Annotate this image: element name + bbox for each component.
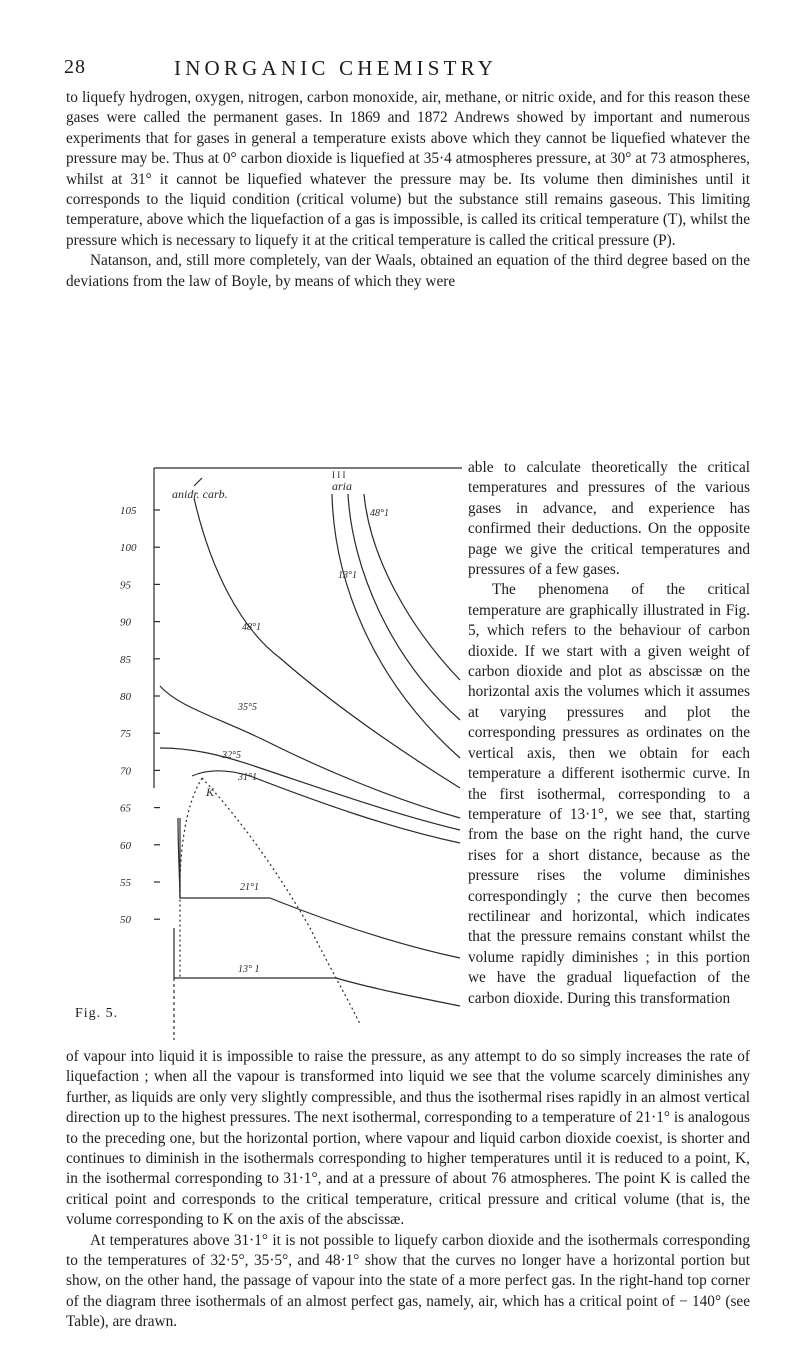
page-number: 28 — [64, 56, 86, 78]
y-tick-label: 70 — [120, 765, 131, 778]
saturation-envelope — [180, 778, 360, 1024]
isotherm-13-1 — [174, 928, 460, 1006]
label-critical-point: K — [206, 785, 215, 799]
running-head: INORGANIC CHEMISTRY — [174, 56, 498, 80]
figure-caption: Fig. 5. — [75, 1006, 119, 1021]
text-bottom — [66, 1047, 750, 1333]
isotherm-32-5 — [160, 748, 460, 830]
isotherm-air-3 — [364, 494, 460, 680]
paragraph: Natanson, and, still more completely, van der Waals, obtained an equation of the third degree based on the deviations from the law of Boyle, by means of which they were — [66, 252, 750, 290]
paragraph: At temperatures above 31·1° it is not possible to liquefy carbon dioxide and the isothermals corresponding to the temperatures of 32·5°, 35·5°, and 48·1° show that the curves no longer have a horizontal portion but show, on the other hand, the passage of vapour into the state of a more perfect gas. In the right-hand top corner of the diagram three isothermals of an almost perfect gas, namely, air, which has a critical point of − 140° (see Table), are drawn. — [66, 1231, 750, 1331]
paragraph: The phenomena of the critical temperature are graphically illustrated in Fig. 5, which refers to the behaviour of carbon dioxide. If we start with a given weight of carbon dioxide and plot as abscissæ on the horizontal axis the volumes which it assumes at varying pressures and plot the corresponding pressures as ordinates on the vertical axis, then we obtain for each temperature a different isothermic curve. In the first isothermal, corresponding to a temperature of 13·1°, we see that, starting from the base on the right hand, the curve rises for a short distance, because as the pressure rises the volume diminishes correspondingly ; the curve then becomes rectilinear and horizontal, which indicates that the pressure remains constant whilst the volume rapidly diminishes ; in this portion we have the gradual liquefaction of the carbon dioxide. During this transformation — [468, 581, 750, 1007]
label-aria-marks: I I I — [332, 470, 346, 480]
isotherm-diagram — [120, 458, 464, 1040]
isotherm-air-1 — [332, 494, 460, 758]
label-31-1: 31°1 — [238, 772, 257, 783]
isotherm-21-1 — [178, 818, 460, 958]
figure-5 — [120, 458, 464, 1040]
paragraph: of vapour into liquid it is impossible to raise the pressure, as any attempt to do so simply increases the rate of liquefaction ; when all the vapour is transformed into liquid we see that the volume scarcely diminishes any further, as liquids are only very slightly compressible, and thus the isothermal rises rapidly in an almost vertical direction up to the highest pressures. The next isothermal, corresponding to a temperature of 21·1° is analogous to the preceding one, but the horizontal portion, where vapour and liquid carbon dioxide coexist, is shorter and continues to diminish in the isothermals corresponding to higher temperatures until it is reduced to a point, K, in the isothermal corresponding to 31·1°, and at a pressure of about 76 atmospheres. The point K is called the critical point and corresponds to the critical temperature, critical pressure and critical volume (that is, the volume corresponding to K on the axis of the abscissæ. — [66, 1048, 750, 1229]
label-48-1: 48°1 — [242, 622, 261, 633]
label-aria: aria — [332, 479, 353, 493]
y-tick-label: 95 — [120, 579, 131, 592]
label-pointer — [194, 478, 202, 486]
page-header — [64, 56, 740, 86]
isotherm-31-1 — [192, 771, 460, 843]
y-tick-label: 50 — [120, 914, 131, 927]
label-anhydride: anidr. carb. — [172, 487, 228, 501]
paragraph: able to calculate theoretically the critical temperatures and pressures of the various gases in advance, and experience has confirmed their deductions. On the opposite page we give the critical temperatures and pressures of a few gases. — [468, 459, 750, 579]
text-top — [66, 88, 750, 292]
text-right-column — [468, 458, 750, 1009]
isotherm-48-1 — [194, 498, 460, 788]
y-tick-label: 100 — [120, 542, 137, 555]
label-13-1: 13° 1 — [238, 964, 260, 975]
y-tick-label: 65 — [120, 802, 131, 815]
label-21-1: 21°1 — [240, 882, 259, 893]
y-tick-label: 55 — [120, 877, 131, 889]
label-air-13: 13°1 — [338, 570, 357, 581]
y-tick-label: 85 — [120, 653, 131, 666]
label-35-5: 35°5 — [238, 702, 257, 713]
paragraph: to liquefy hydrogen, oxygen, nitrogen, carbon monoxide, air, methane, or nitric oxide, and for this reason these gases were called the permanent gases. In 1869 and 1872 Andrews showed by important and numerous experiments that for gases in general a temperature exists above which they cannot be liquefied whatever the pressure may be. Thus at 0° carbon dioxide is liquefied at 35·4 atmospheres pressure, at 30° at 73 atmospheres, whilst at 31° it cannot be liquefied whatever the pressure may be. Its volume then diminishes until it corresponds to the liquid condition (critical volume) but the substance still remains gaseous. This limiting temperature, above which the liquefaction of a gas is impossible, is called its critical temperature (T), whilst the pressure which is necessary to liquefy it at the critical temperature is called the critical pressure (P). — [66, 89, 750, 249]
y-tick-label: 75 — [120, 728, 131, 741]
y-tick-label: 60 — [120, 839, 131, 852]
y-tick-label: 90 — [120, 616, 131, 629]
label-air-48: 48°1 — [370, 508, 389, 519]
y-tick-label: 80 — [120, 691, 131, 703]
y-tick-label: 105 — [120, 505, 137, 517]
label-32-5: 32°5 — [222, 750, 241, 761]
